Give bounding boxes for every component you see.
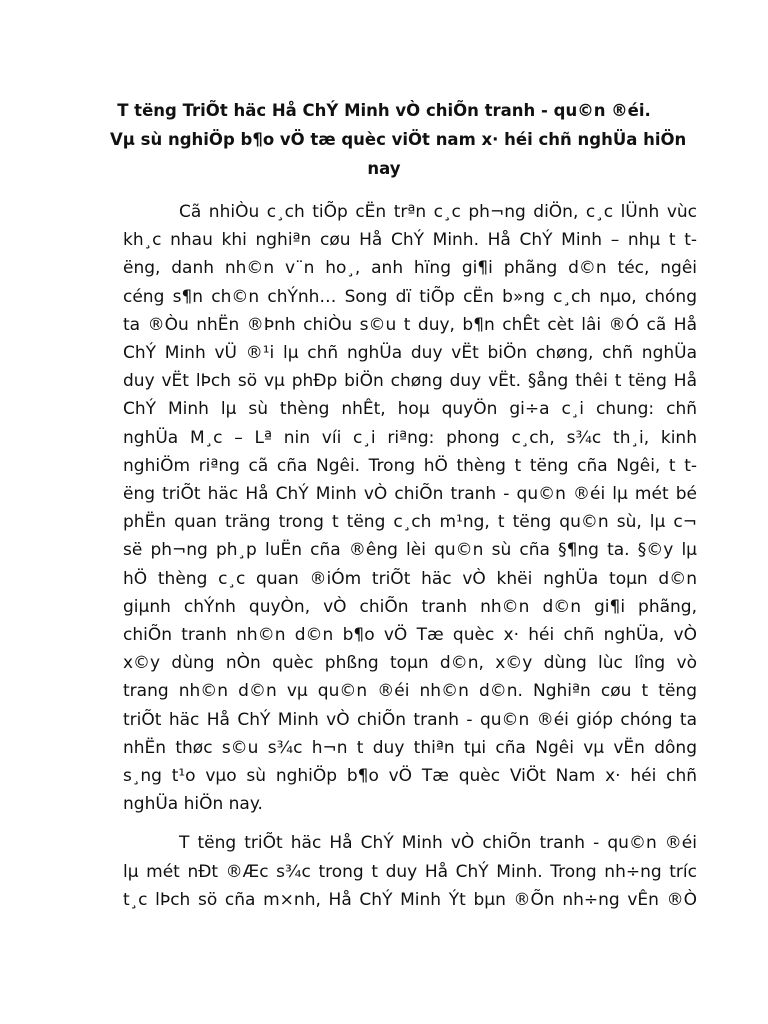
text-line: nghÜa M¸c – Lª nin víi c¸i riªng: phong c¸ch, s¾c th¸i, kinh [123,427,697,448]
text-line: s¸ng t¹o vµo sù nghiÖp b¶o vÖ Tæ quèc ViÖt Nam x· héi chñ [123,766,697,787]
text-line: phËn quan träng trong t tëng c¸ch m¹ng, t tëng qu©n sù, lµ c¬ [123,512,697,533]
text-line: nhËn thøc s©u s¾c h¬n t duy thiªn tµi cña Ngêi vµ vËn dông [123,737,697,758]
text-line: céng s¶n ch©n chÝnh… Song dï tiÕp cËn b»ng c¸ch nµo, chóng [123,286,697,307]
document-title [110,96,687,183]
text-line: giµnh chÝnh quyÒn, vÒ chiÕn tranh nh©n d©n gi¶i phãng, [123,596,697,617]
text-line: ëng, danh nh©n v¨n ho¸, anh hïng gi¶i phãng d©n téc, ngêi [123,258,697,279]
text-line: ChÝ Minh lµ sù thèng nhÊt, hoµ quyÖn gi÷a c¸i chung: chñ [123,399,697,420]
document-body [123,198,697,914]
text-line: ta ®Òu nhËn ®Þnh chiÒu s©u t duy, b¶n chÊt cèt lâi ®Ó cã Hå [123,314,697,335]
paragraph-2 [123,829,697,914]
text-line: nghÜa hiÖn nay. [123,794,263,815]
text-line: ChÝ Minh vÜ ®¹i lµ chñ nghÜa duy vËt biÖn chøng, chñ nghÜa [123,343,697,364]
text-line: triÕt häc Hå ChÝ Minh vÒ chiÕn tranh - qu©n ®éi gióp chóng ta [123,709,697,730]
text-line: së ph¬ng ph¸p luËn cña ®êng lèi qu©n sù cña §¶ng ta. §©y lµ [123,540,697,561]
text-line: ëng triÕt häc Hå ChÝ Minh vÒ chiÕn tranh - qu©n ®éi lµ mét bé [123,484,697,505]
text-line: T tëng triÕt häc Hå ChÝ Minh vÒ chiÕn tranh - qu©n ®éi [179,833,697,854]
text-line: x©y dùng nÒn quèc phßng toµn d©n, x©y dùng lùc lîng vò [123,653,697,674]
text-line: lµ mét nÐt ®Æc s¾c trong t duy Hå ChÝ Minh. Trong nh÷ng tríc [123,861,697,882]
title-line-1: T tëng TriÕt häc Hå ChÝ Minh vÒ chiÕn tranh - qu©n ®éi. [117,101,651,120]
text-line: hÖ thèng c¸c quan ®iÓm triÕt häc vÒ khëi nghÜa toµn d©n [123,568,697,589]
title-line-2: Vµ sù nghiÖp b¶o vÖ tæ quèc viÖt nam x· héi chñ nghÜa hiÖn [110,130,687,149]
text-line: t¸c lÞch sö cña m×nh, Hå ChÝ Minh Ýt bµn ®Õn nh÷ng vÊn ®Ò [123,889,697,910]
text-line: duy vËt lÞch sö vµ phÐp biÖn chøng duy vËt. §ång thêi t tëng Hå [123,371,697,392]
text-line: chiÕn tranh nh©n d©n b¶o vÖ Tæ quèc x· héi chñ nghÜa, vÒ [123,625,697,646]
paragraph-1 [123,198,697,818]
text-line: Cã nhiÒu c¸ch tiÕp cËn trªn c¸c ph¬ng diÖn, c¸c lÜnh vùc [179,202,697,222]
text-line: trang nh©n d©n vµ qu©n ®éi nh©n d©n. Nghiªn cøu t tëng [123,681,697,702]
text-line: nghiÖm riªng cã cña Ngêi. Trong hÖ thèng t tëng cña Ngêi, t t- [123,455,697,476]
text-line: kh¸c nhau khi nghiªn cøu Hå ChÝ Minh. Hå ChÝ Minh – nhµ t t- [123,230,697,251]
title-line-3: nay [367,159,401,178]
